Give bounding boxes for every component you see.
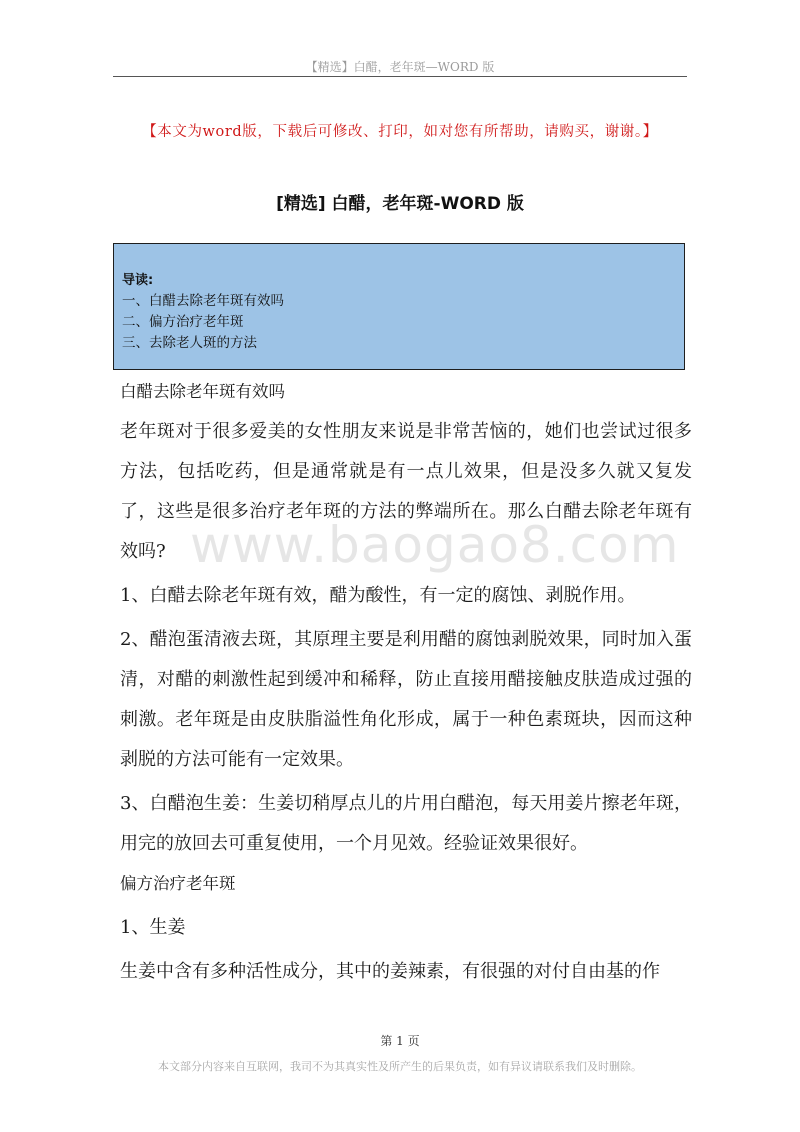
subsection-heading: 1、生姜	[120, 917, 186, 938]
list-item: 1、白醋去除老年斑有效，醋为酸性，有一定的腐蚀、剥脱作用。	[120, 585, 636, 606]
body-paragraph: 生姜中含有多种活性成分，其中的姜辣素，有很强的对付自由基的作	[120, 961, 660, 982]
section-heading: 偏方治疗老年斑	[120, 874, 236, 893]
list-item: 3、白醋泡生姜：生姜切稍厚点儿的片用白醋泡，每天用姜片擦老年斑，用完的放回去可重复使用，一个月见效。经验证效果很好。	[120, 793, 692, 854]
list-item: 2、醋泡蛋清液去斑，其原理主要是利用醋的腐蚀剥脱效果，同时加入蛋清，对醋的刺激性起到缓冲和稀释，防止直接用醋接触皮肤造成过强的刺激。老年斑是由皮肤脂溢性角化形成，属于一种色素斑块，因而这种剥脱的方法可能有一定效果。	[120, 629, 692, 770]
guide-item: 一、白醋去除老年斑有效吗	[122, 293, 284, 309]
document-title: [精选] 白醋，老年斑-WORD 版	[276, 194, 524, 214]
page-number: 第 1 页	[380, 1034, 420, 1048]
guide-box	[113, 243, 685, 370]
body-paragraph: 老年斑对于很多爱美的女性朋友来说是非常苦恼的，她们也尝试过很多方法，包括吃药，但是通常就是有一点儿效果，但是没多久就又复发了，这些是很多治疗老年斑的方法的弊端所在。那么白醋去除老年斑有效吗?	[120, 421, 692, 562]
guide-label: 导读:	[122, 273, 154, 288]
running-header: 【精选】白醋，老年斑—WORD 版	[305, 60, 495, 74]
guide-item: 三、去除老人斑的方法	[122, 335, 257, 351]
site-watermark: www.baogao8.com	[190, 516, 680, 574]
section-heading: 白醋去除老年斑有效吗	[120, 382, 285, 401]
footer-disclaimer: 本文部分内容来自互联网，我司不为其真实性及所产生的后果负责，如有异议请联系我们及时删除。	[158, 1060, 642, 1073]
article-body	[120, 372, 692, 992]
guide-item: 二、偏方治疗老年斑	[122, 314, 244, 330]
purchase-notice: 【本文为word版，下载后可修改、打印，如对您有所帮助，请购买，谢谢。】	[142, 124, 658, 140]
header-divider	[113, 76, 687, 77]
